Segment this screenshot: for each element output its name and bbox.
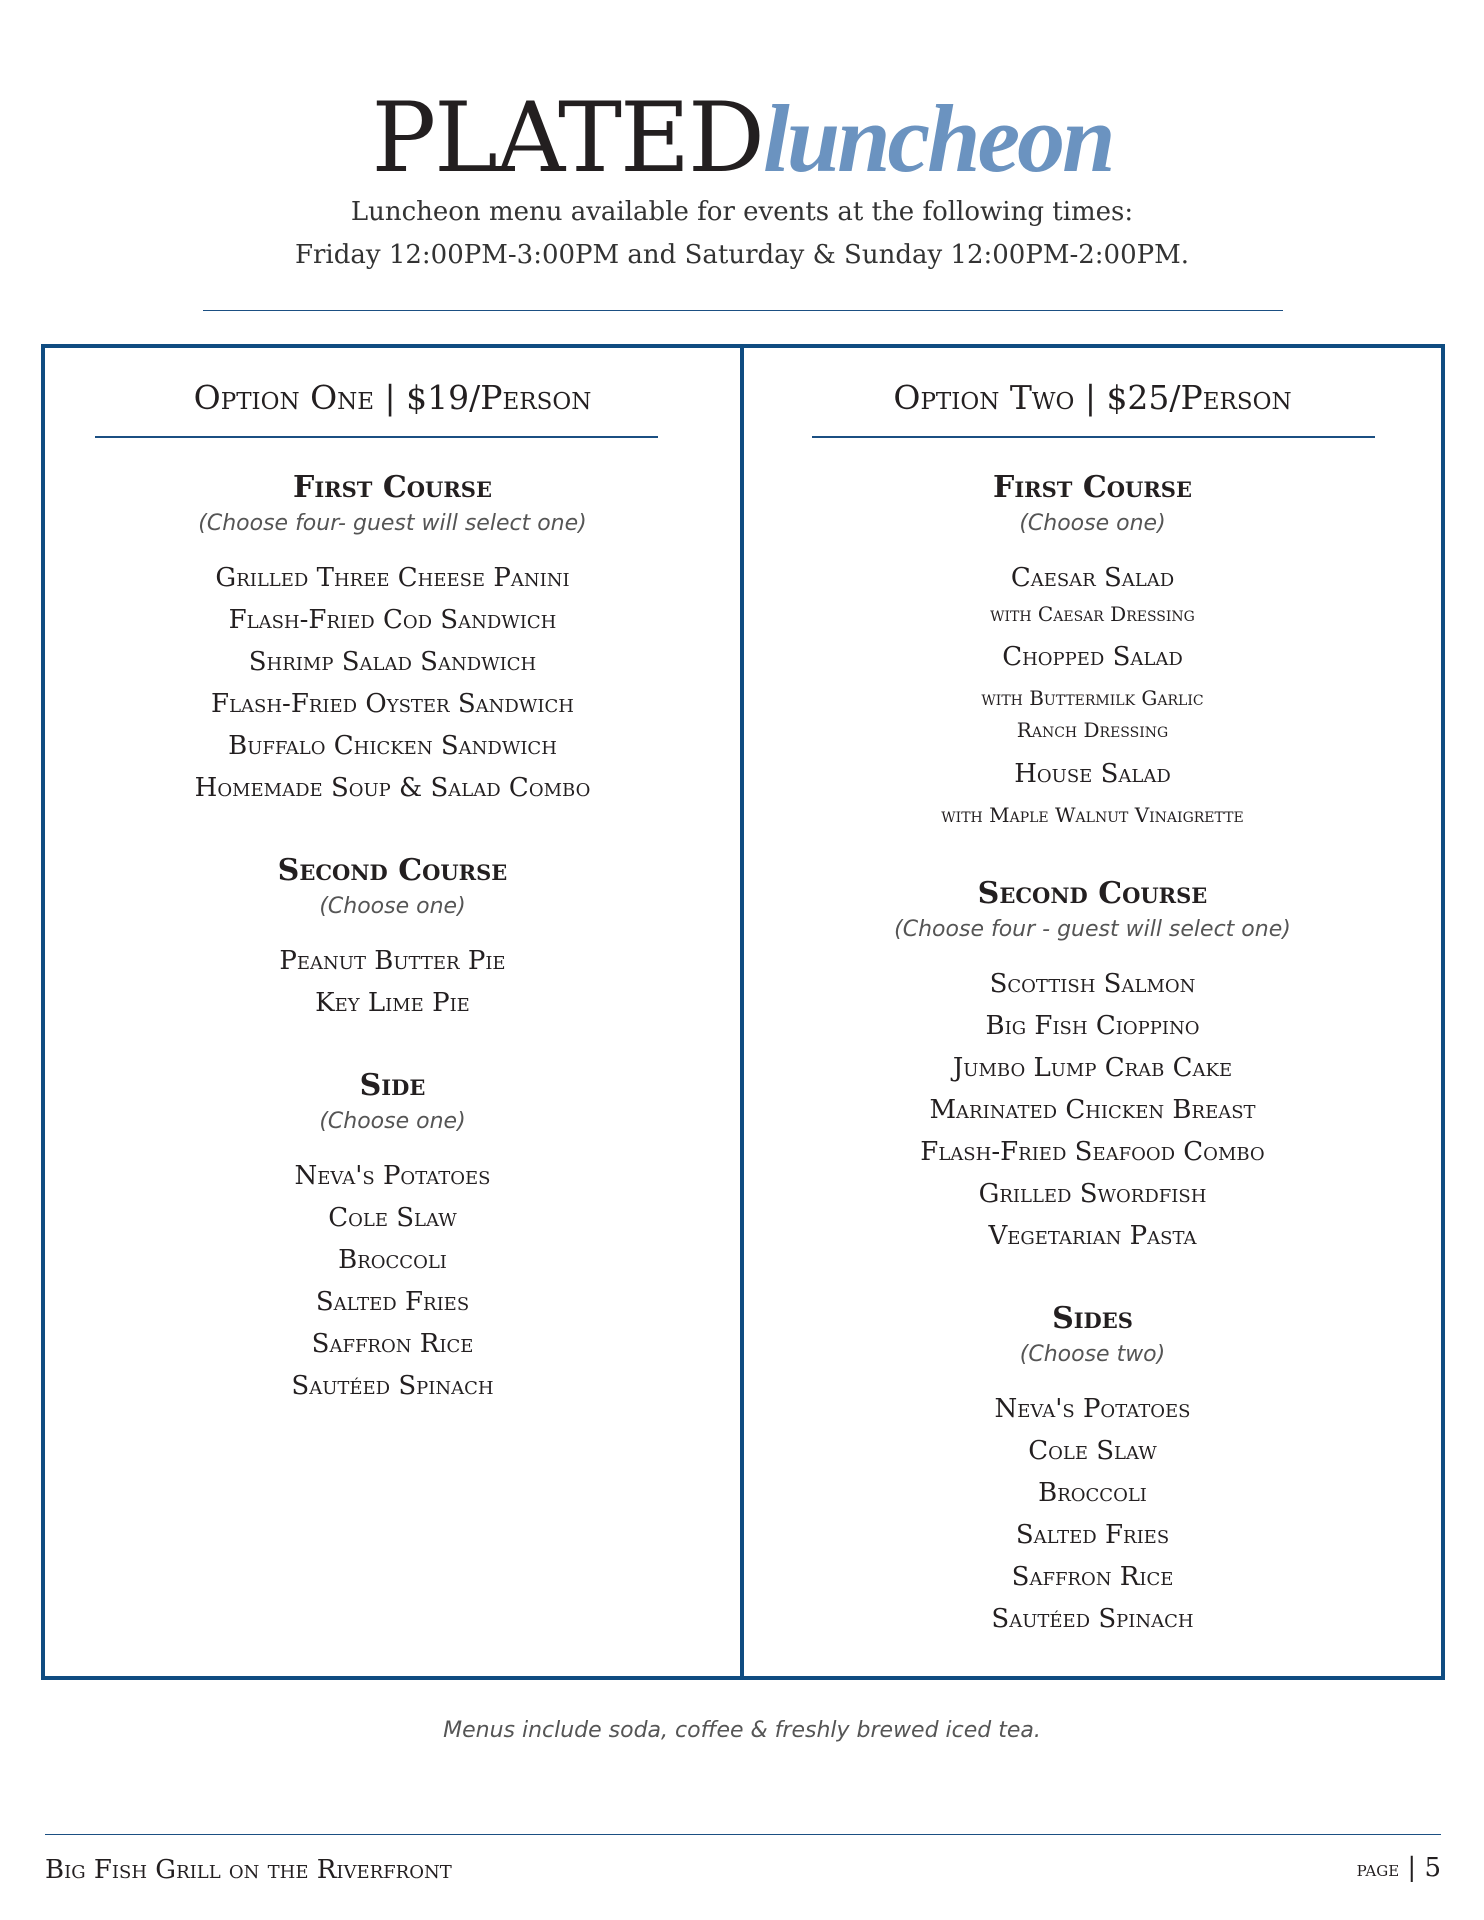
option-one-side-title: Side: [359, 1068, 426, 1103]
subtitle-line-2: Friday 12:00PM-3:00PM and Saturday & Sunday 12:00PM-2:00PM.: [294, 240, 1190, 270]
option-two-heading: Option Two | $25/Person: [893, 378, 1292, 417]
option-two-first-course-note: (Choose one): [1019, 511, 1166, 536]
option-one-second-course-note: (Choose one): [319, 894, 466, 919]
option-one-second-course-title: Second Course: [277, 853, 508, 888]
list-item: Saffron Rice: [1011, 1562, 1174, 1592]
footer-divider: [45, 1834, 1441, 1835]
option-two-second-course-title: Second Course: [977, 876, 1208, 911]
list-item: Shrimp Salad Sandwich: [248, 647, 537, 677]
title-main: PLATED: [371, 82, 764, 194]
list-item: Sautéed Spinach: [291, 1371, 494, 1401]
option-two-rule: [812, 436, 1375, 438]
list-item: Sautéed Spinach: [991, 1604, 1194, 1634]
list-item: Chopped Salad: [1002, 642, 1183, 672]
list-item: Salted Fries: [315, 1287, 470, 1317]
item-description: with Buttermilk Garlic: [981, 686, 1204, 710]
option-one-column: [45, 0, 740, 1680]
option-one-side-note: (Choose one): [319, 1109, 466, 1134]
list-item: Flash-Fried Cod Sandwich: [228, 605, 557, 635]
subtitle-line-1: Luncheon menu available for events at the following times:: [350, 197, 1134, 227]
menu-footnote: Menus include soda, coffee & freshly brewed iced tea.: [443, 1718, 1041, 1743]
list-item: Jumbo Lump Crab Cake: [952, 1053, 1233, 1083]
list-item: Broccoli: [338, 1245, 447, 1275]
option-two-sides-note: (Choose two): [1019, 1342, 1166, 1367]
list-item: House Salad: [1014, 759, 1171, 789]
list-item: Homemade Soup & Salad Combo: [194, 773, 591, 803]
option-two-sides-title: Sides: [1052, 1301, 1133, 1336]
list-item: Neva's Potatoes: [994, 1394, 1191, 1424]
list-item: Buffalo Chicken Sandwich: [228, 731, 557, 761]
option-two-second-course-note: (Choose four - guest will select one): [894, 917, 1291, 942]
option-one-first-course-title: First Course: [293, 470, 492, 505]
item-description: with Caesar Dressing: [990, 602, 1195, 626]
list-item: Neva's Potatoes: [294, 1161, 491, 1191]
page-separator: |: [1407, 1853, 1417, 1883]
option-one-first-course-note: (Choose four- guest will select one): [198, 511, 587, 536]
option-one-rule: [95, 436, 658, 438]
title-script: luncheon: [763, 85, 1113, 192]
list-item: Grilled Three Cheese Panini: [215, 563, 570, 593]
option-one-heading: Option One | $19/Person: [193, 378, 592, 417]
option-two-first-course-title: First Course: [993, 470, 1192, 505]
list-item: Scottish Salmon: [989, 969, 1196, 999]
list-item: Cole Slaw: [1028, 1436, 1157, 1466]
list-item: Caesar Salad: [1010, 563, 1175, 593]
list-item: Broccoli: [1038, 1478, 1147, 1508]
list-item: Salted Fries: [1015, 1520, 1170, 1550]
item-description: Ranch Dressing: [1016, 718, 1169, 742]
page-label: page: [1356, 1857, 1400, 1882]
list-item: Peanut Butter Pie: [279, 946, 506, 976]
list-item: Cole Slaw: [328, 1203, 457, 1233]
list-item: Vegetarian Pasta: [988, 1221, 1197, 1251]
page-indicator: [1357, 1853, 1441, 1883]
list-item: Saffron Rice: [311, 1329, 474, 1359]
list-item: Flash-Fried Seafood Combo: [920, 1137, 1265, 1167]
footer-restaurant-name: Big Fish Grill on the Riverfront: [45, 1855, 452, 1885]
option-two-column: [744, 0, 1441, 1680]
list-item: Key Lime Pie: [315, 988, 470, 1018]
list-item: Big Fish Cioppino: [985, 1011, 1200, 1041]
page-number: 5: [1424, 1853, 1441, 1883]
list-item: Marinated Chicken Breast: [929, 1095, 1256, 1125]
item-description: with Maple Walnut Vinaigrette: [941, 803, 1244, 827]
list-item: Grilled Swordfish: [978, 1179, 1207, 1209]
list-item: Flash-Fried Oyster Sandwich: [211, 689, 574, 719]
